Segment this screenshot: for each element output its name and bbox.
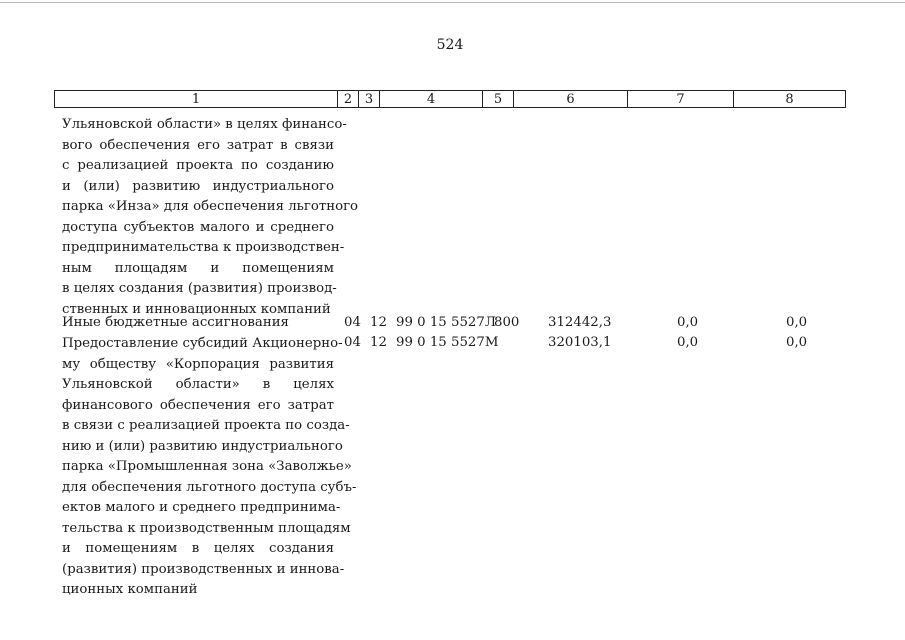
header-col-4: 4 xyxy=(380,91,483,107)
page-number: 524 xyxy=(436,37,464,53)
row-a-col6: 312442,3 xyxy=(548,315,612,330)
text-line: парка «Инза» для обеспечения льготного xyxy=(62,199,359,214)
text-line: нию и (или) развитию индустриального xyxy=(62,438,343,454)
row-b-col4: 99 0 15 5527М xyxy=(396,335,499,350)
table-header xyxy=(54,90,846,108)
row-a-col7: 0,0 xyxy=(677,315,699,330)
row-b-col7: 0,0 xyxy=(677,335,699,350)
text-line: Ульяновской области» в целях xyxy=(62,377,334,392)
row-b-col2: 04 xyxy=(344,335,361,350)
text-line: и помещениям в целях создания xyxy=(62,541,334,556)
text-line: для обеспечения льготного доступа субъ- xyxy=(62,479,357,495)
text-line: (развития) производственных и иннова- xyxy=(62,561,345,577)
text-line: тельства к производственным площадям xyxy=(62,520,351,536)
text-line: Предоставление субсидий Акционерно- xyxy=(62,336,343,351)
header-col-2: 2 xyxy=(338,91,359,107)
row-b-col6: 320103,1 xyxy=(548,335,612,350)
text-line: ственных и инновационных компаний xyxy=(62,301,331,317)
header-col-6: 6 xyxy=(514,91,628,107)
text-line: ным площадям и помещениям xyxy=(62,260,334,276)
text-line: с реализацией проекта по созданию xyxy=(62,158,334,173)
row-a-col5: 800 xyxy=(494,315,520,330)
text-line: в целях создания (развития) производ- xyxy=(62,281,337,296)
continued-description xyxy=(62,115,359,320)
row-b-col8: 0,0 xyxy=(786,335,808,350)
header-col-1: 1 xyxy=(55,91,338,107)
row-b-col3: 12 xyxy=(370,335,387,350)
row-a-col4: 99 0 15 5527Л xyxy=(396,315,496,330)
text-line: Ульяновской области» в целях финансо- xyxy=(62,117,347,132)
text-line: парка «Промышленная зона «Заволжье» xyxy=(62,459,352,474)
text-line: в связи с реализацией проекта по созда- xyxy=(62,418,350,433)
row-a-name: Иные бюджетные ассигнования xyxy=(62,315,289,330)
text-line: ционных компаний xyxy=(62,582,198,597)
text-line: и (или) развитию индустриального xyxy=(62,178,334,194)
header-col-7: 7 xyxy=(628,91,734,107)
text-line: предпринимательства к производствен- xyxy=(62,240,345,255)
scan-artifact-top xyxy=(0,2,905,3)
text-line: финансового обеспечения его затрат xyxy=(62,397,334,413)
row-a-col2: 04 xyxy=(344,315,361,330)
text-line: доступа субъектов малого и среднего xyxy=(62,219,334,235)
row-a-col8: 0,0 xyxy=(786,315,808,330)
header-col-5: 5 xyxy=(483,91,514,107)
header-col-3: 3 xyxy=(359,91,380,107)
text-line: вого обеспечения его затрат в связи xyxy=(62,137,334,153)
row-a-col3: 12 xyxy=(370,315,387,330)
header-col-8: 8 xyxy=(785,92,794,107)
text-line: му обществу «Корпорация развития xyxy=(62,356,334,372)
text-line: ектов малого и среднего предпринима- xyxy=(62,500,341,515)
